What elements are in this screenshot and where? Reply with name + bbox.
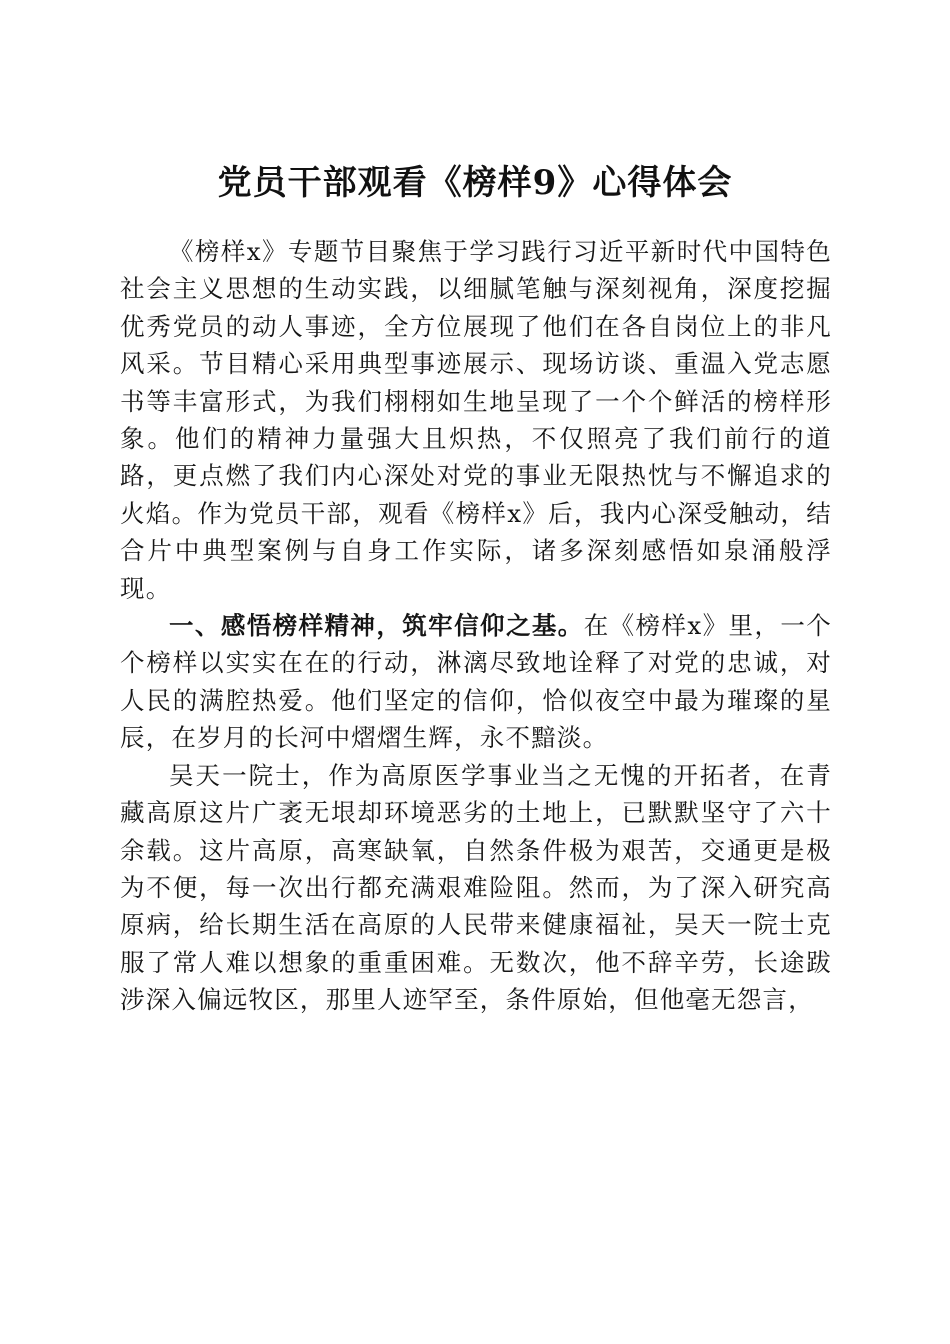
section-heading: 一、感悟榜样精神，筑牢信仰之基。	[169, 611, 584, 641]
paragraph-text: 《榜样x》专题节目聚焦于学习践行习近平新时代中国特色社会主义思想的生动实践，以细腻笔触与深刻视角，深度挖掘优秀党员的动人事迹，全方位展现了他们在各自岗位上的非凡风采。节目精心采用典型事迹展示、现场访谈、重温入党志愿书等丰富形式，为我们栩栩如生地呈现了一个个鲜活的榜样形象。他们的精神力量强大且炽热，不仅照亮了我们前行的道路，更点燃了我们内心深处对党的事业无限热忱与不懈追求的火焰。作为党员干部，观看《榜样x》后，我内心深受触动，结合片中典型案例与自身工作实际，诸多深刻感悟如泉涌般浮现。	[120, 237, 832, 603]
paragraph-wu-tianyi	[120, 757, 832, 1019]
document-title: 党员干部观看《榜样9》心得体会	[217, 162, 733, 203]
paragraph-intro	[120, 233, 832, 607]
paragraph-section-one	[120, 607, 832, 757]
paragraph-text: 吴天一院士，作为高原医学事业当之无愧的开拓者，在青藏高原这片广袤无垠却环境恶劣的土地上，已默默坚守了六十余载。这片高原，高寒缺氧，自然条件极为艰苦，交通更是极为不便，每一次出行都充满艰难险阻。然而，为了深入研究高原病，给长期生活在高原的人民带来健康福祉，吴天一院士克服了常人难以想象的重重困难。无数次，他不辞辛劳，长途跋涉深入偏远牧区，那里人迹罕至，条件原始，但他毫无怨言，	[120, 760, 832, 1015]
document-body	[120, 233, 832, 1019]
paragraph-text: 在《榜样x》里，一个个榜样以实实在在的行动，淋漓尽致地诠释了对党的忠诚，对人民的满腔热爱。他们坚定的信仰，恰似夜空中最为璀璨的星辰，在岁月的长河中熠熠生辉，永不黯淡。	[120, 611, 832, 753]
